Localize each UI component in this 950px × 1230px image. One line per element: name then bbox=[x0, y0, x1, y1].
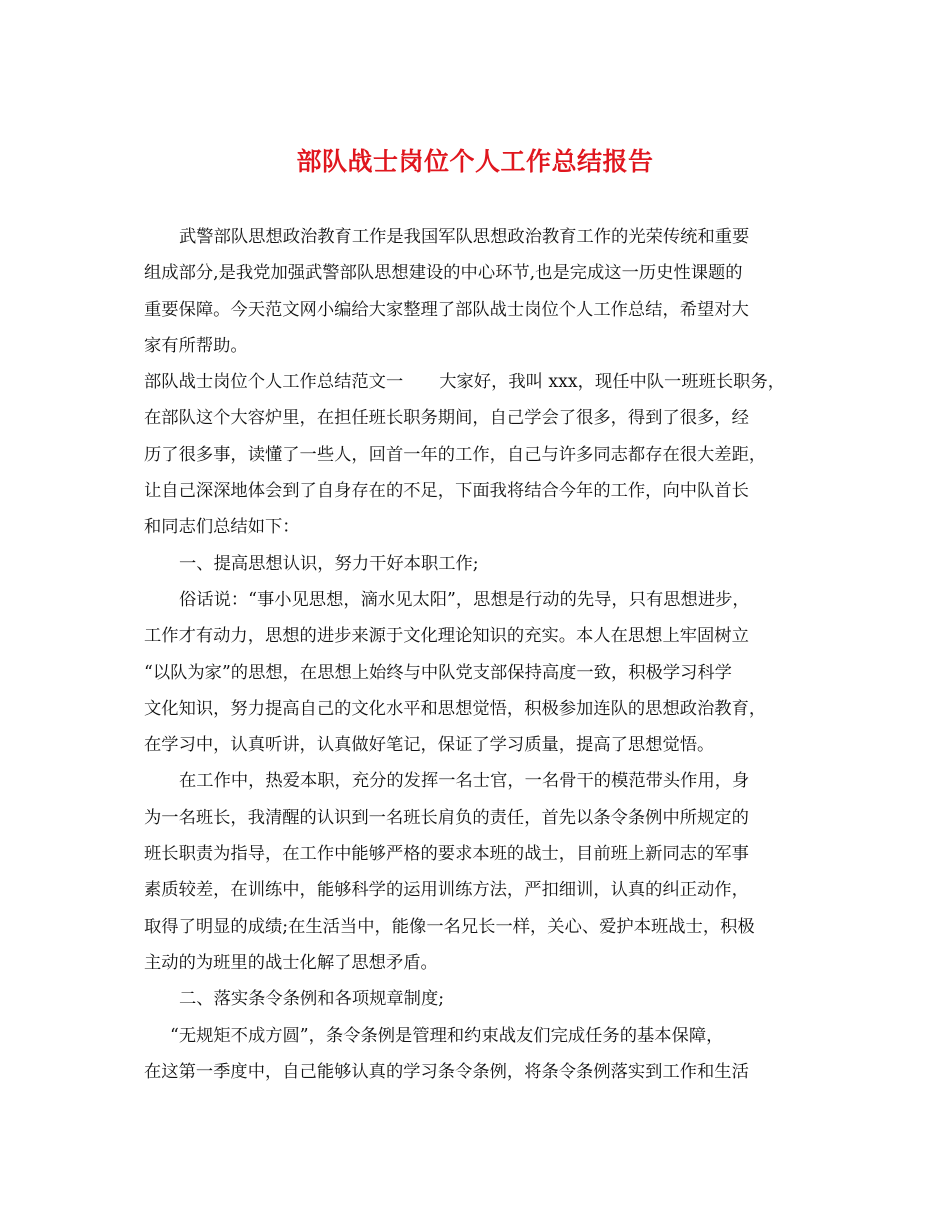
paragraph-line: 历了很多事，读懂了一些人，回首一年的工作，自己与许多同志都存在很大差距， bbox=[144, 444, 767, 465]
section-heading-2: 二、落实条令条例和各项规章制度; bbox=[179, 989, 445, 1010]
paragraph-line: 组成部分,是我党加强武警部队思想建设的中心环节,也是完成这一历史性课题的 bbox=[144, 263, 743, 284]
paragraph-line: “以队为家”的思想，在思想上始终与中队党支部保持高度一致，积极学习科学 bbox=[144, 662, 732, 683]
paragraph-line: 素质较差，在训练中，能够科学的运用训练方法，严扣细训，认真的纠正动作， bbox=[144, 880, 749, 901]
document-body bbox=[144, 219, 814, 1090]
paragraph-line: “无规矩不成方圆”，条令条例是管理和约束战友们完成任务的基本保障， bbox=[170, 1025, 724, 1046]
paragraph-line: 主动的为班里的战士化解了思想矛盾。 bbox=[144, 952, 438, 973]
paragraph-line: 班长职责为指导，在工作中能够严格的要求本班的战士，目前班上新同志的军事 bbox=[144, 844, 749, 865]
sample-heading: 部队战士岗位个人工作总结范文一 bbox=[144, 372, 404, 393]
paragraph-line: 工作才有动力，思想的进步来源于文化理论知识的充实。本人在思想上牢固树立 bbox=[144, 626, 749, 647]
paragraph-line: 在这第一季度中，自己能够认真的学习条令条例，将条令条例落实到工作和生活 bbox=[144, 1061, 749, 1082]
paragraph-line: 在学习中，认真听讲，认真做好笔记，保证了学习质量，提高了思想觉悟。 bbox=[144, 735, 715, 756]
paragraph-line: 为一名班长，我清醒的认识到一名班长肩负的责任，首先以条令条例中所规定的 bbox=[144, 807, 749, 828]
paragraph-line: 在部队这个大容炉里，在担任班长职务期间，自己学会了很多，得到了很多，经 bbox=[144, 408, 749, 429]
paragraph-line-sample-heading bbox=[144, 364, 814, 400]
section-heading-1: 一、提高思想认识，努力干好本职工作; bbox=[179, 553, 479, 574]
paragraph-line: 取得了明显的成绩;在生活当中，能像一名兄长一样，关心、爱护本班战士，积极 bbox=[144, 916, 755, 937]
greeting-text: 大家好，我叫 xxx，现任中队一班班长职务， bbox=[439, 372, 786, 393]
paragraph-line: 和同志们总结如下： bbox=[144, 517, 300, 538]
paragraph-line: 在工作中，热爱本职，充分的发挥一名士官，一名骨干的模范带头作用，身 bbox=[179, 771, 750, 792]
paragraph-line: 俗话说：“事小见思想，滴水见太阳”，思想是行动的先导，只有思想进步， bbox=[179, 589, 750, 610]
paragraph-line: 武警部队思想政治教育工作是我国军队思想政治教育工作的光荣传统和重要 bbox=[179, 227, 750, 247]
paragraph-line: 让自己深深地体会到了自身存在的不足，下面我将结合今年的工作，向中队首长 bbox=[144, 481, 749, 502]
paragraph-line: 重要保障。今天范文网小编给大家整理了部队战士岗位个人工作总结，希望对大 bbox=[144, 299, 749, 320]
paragraph-line: 文化知识，努力提高自己的文化水平和思想觉悟，积极参加连队的思想政治教育， bbox=[144, 698, 767, 719]
paragraph-line: 家有所帮助。 bbox=[144, 335, 248, 356]
document-title: 部队战士岗位个人工作总结报告 bbox=[296, 147, 654, 176]
